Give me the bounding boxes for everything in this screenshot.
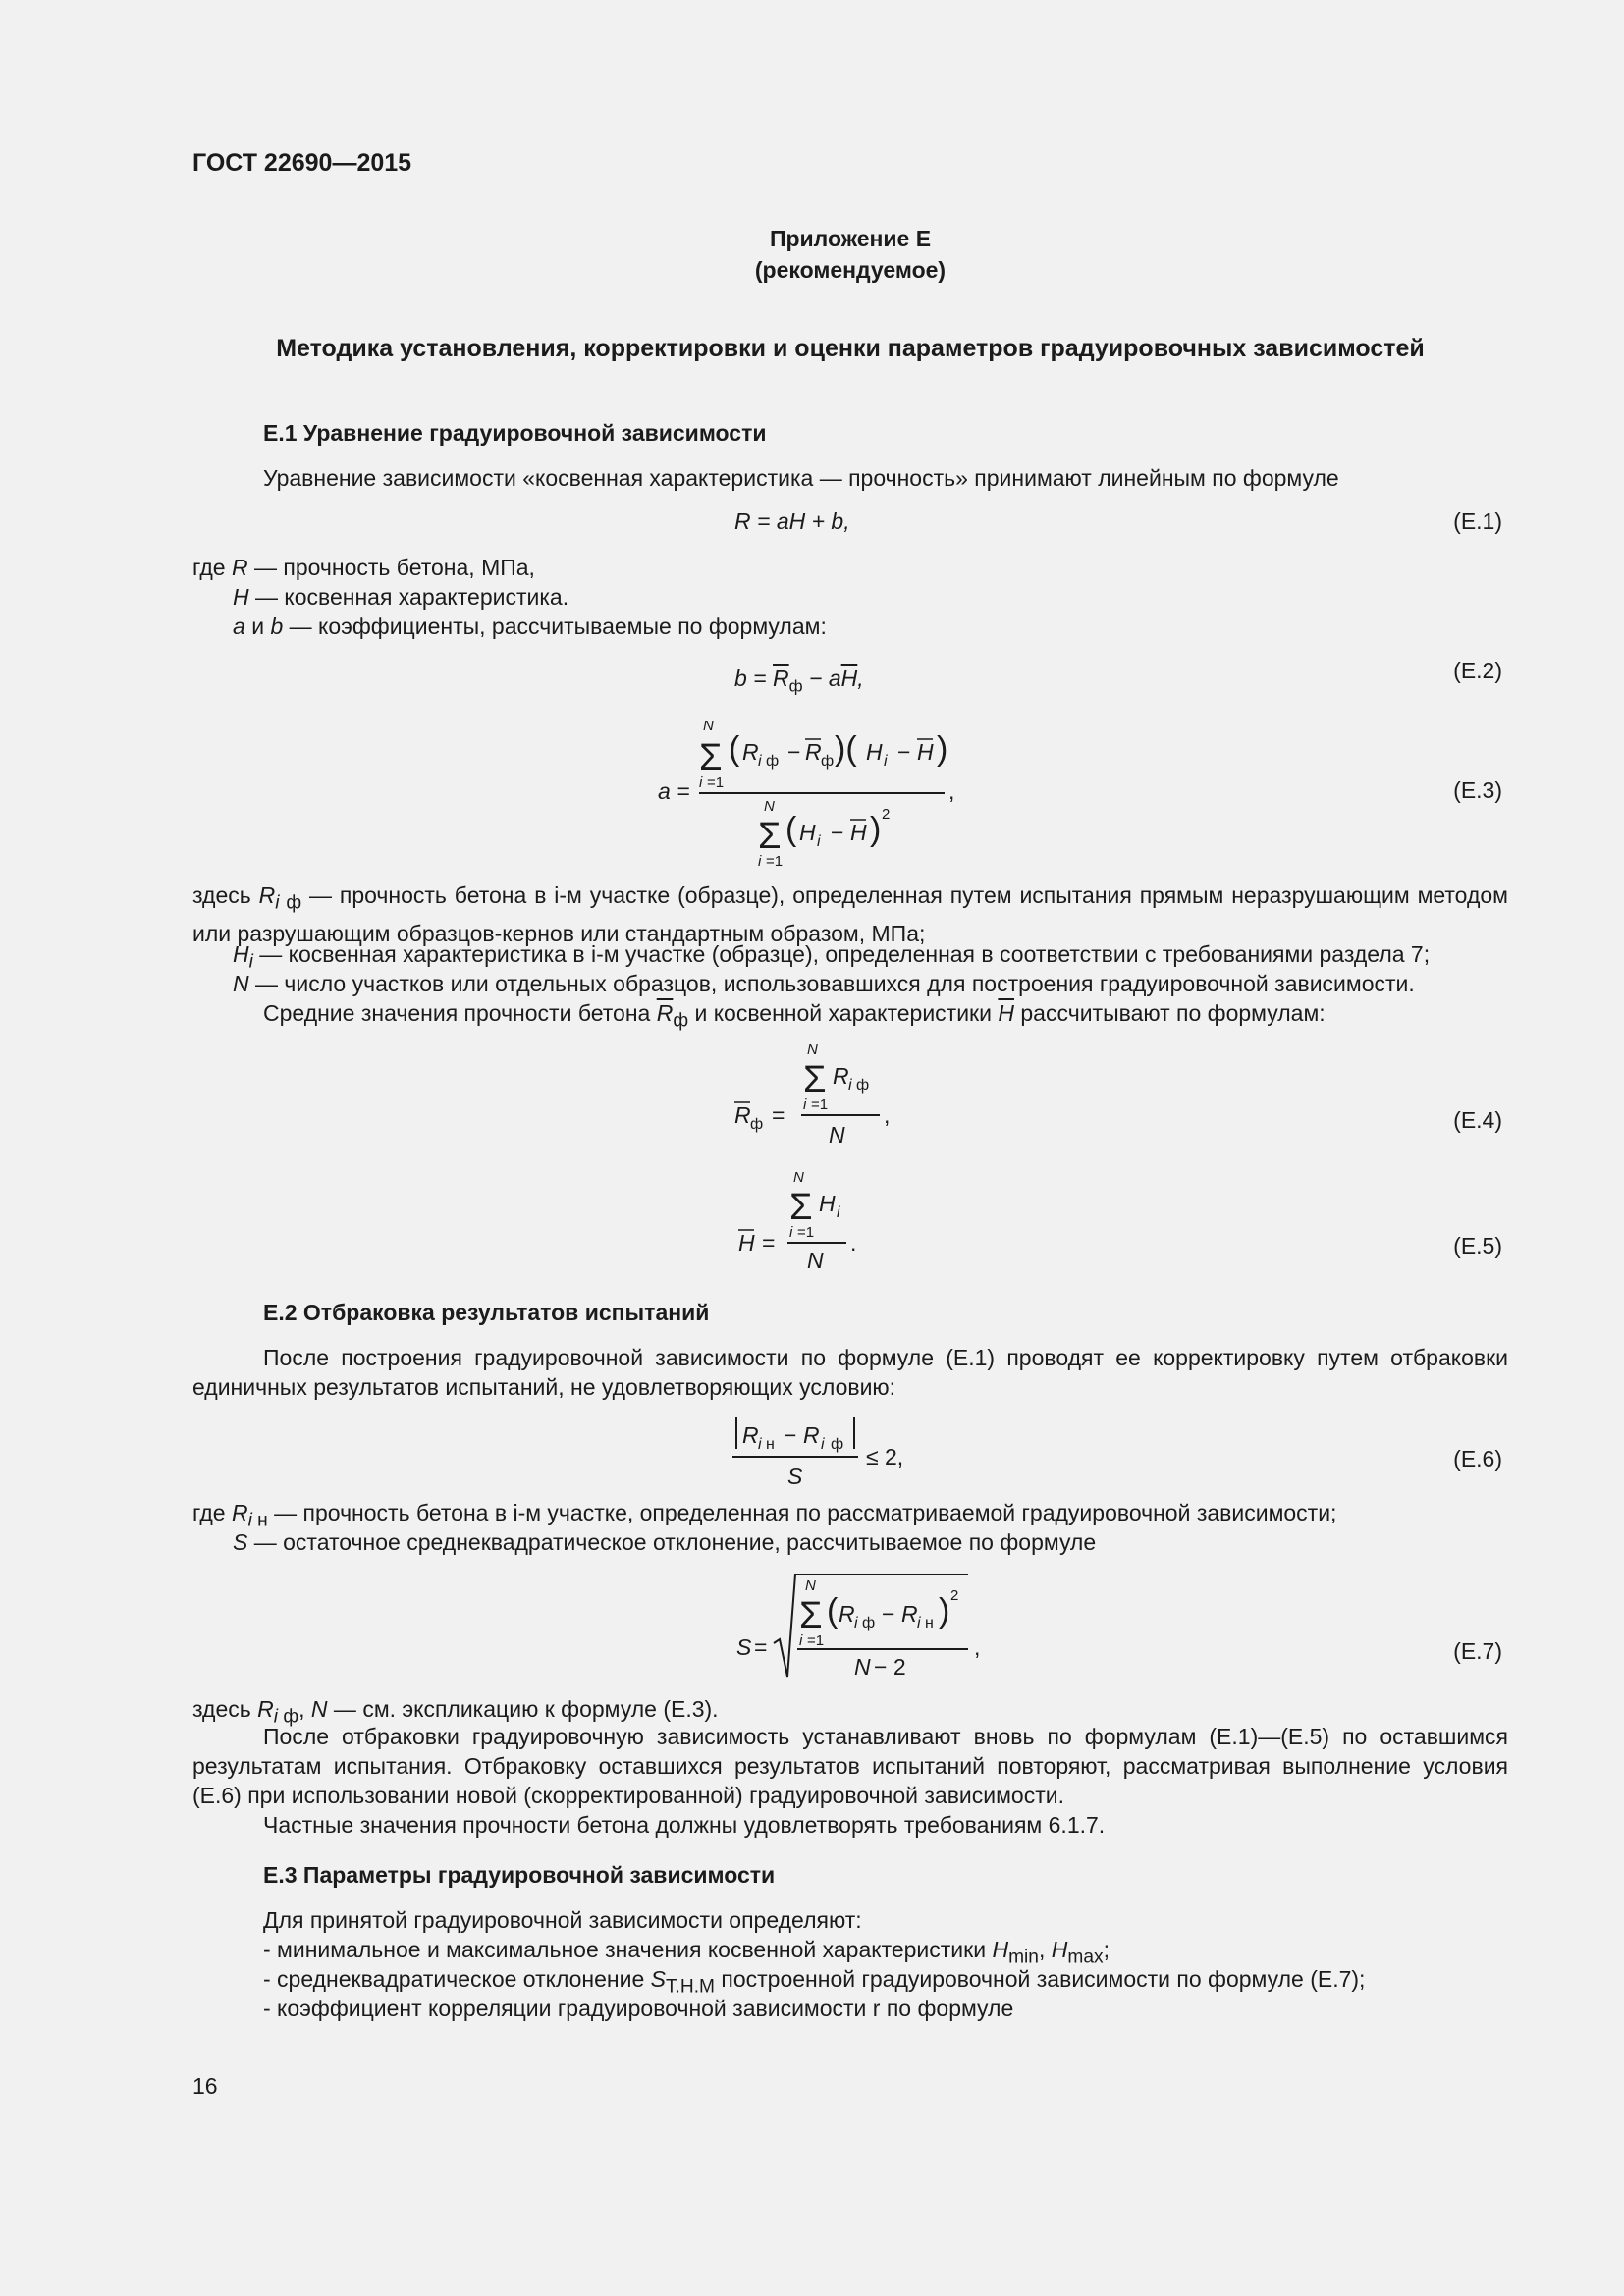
section-e2-p2: После отбраковки градуировочную зависимость устанавливают вновь по формулам (Е.1)—(Е.5) по оставшимся результатам испытания. Отбраковку оставшихся результатов испытаний повторяют, рассматривая выполнение условия (Е.6) при использовании новой (скорректированной) градуировочной зависимости. (192, 1724, 1508, 1808)
section-e3-heading: Е.3 Параметры градуировочной зависимости (263, 1862, 776, 1888)
svg-text:R: R (742, 739, 759, 765)
svg-text:R: R (742, 1422, 759, 1448)
svg-text:,: , (884, 1102, 891, 1128)
svg-text:i: i (758, 853, 762, 870)
svg-text:−: − (787, 739, 801, 765)
svg-text:N: N (807, 1041, 818, 1058)
formula-e2: $b = \overline{R}_ф - a\overline{H}$, (734, 666, 864, 696)
svg-text:i: i (917, 1615, 921, 1631)
svg-text:N: N (703, 718, 714, 734)
appendix-heading: Методика установления, корректировки и оценки параметров градуировочных зависимостей (276, 335, 1425, 362)
svg-text:i: i (799, 1632, 803, 1649)
svg-text:=1: =1 (797, 1224, 815, 1241)
svg-text:(: ( (785, 811, 797, 848)
svg-text:−: − (897, 739, 911, 765)
svg-text:S: S (787, 1464, 803, 1489)
where-Rif: здесь $R_{i ф}$ — прочность бетона в i-м участке (образце), определенная путем испытания прямым неразрушающим методом или разрушающим образцов-кернов или стандартным образом, МПа; (192, 882, 1508, 946)
svg-text:): ) (937, 730, 948, 768)
svg-text:i: i (821, 1436, 825, 1453)
equation-number-e3: (Е.3) (1453, 777, 1502, 803)
svg-text:N: N (807, 1248, 824, 1273)
svg-text:i: i (837, 1204, 840, 1221)
svg-text:i: i (817, 833, 821, 850)
svg-text:=1: =1 (707, 774, 725, 791)
svg-text:.: . (850, 1230, 857, 1255)
svg-text:R: R (839, 1601, 855, 1627)
svg-text:): ) (939, 1592, 950, 1629)
svg-text:H: H (850, 820, 867, 845)
where-Rin: где $R_{i н}$ — прочность бетона в i-м участке, определенная по рассматриваемой градуировочной зависимости; (192, 1500, 1337, 1531)
svg-text:Σ: Σ (699, 737, 723, 778)
svg-text:N: N (829, 1122, 845, 1148)
svg-text:−: − (784, 1422, 797, 1448)
svg-text:=1: =1 (807, 1632, 825, 1649)
svg-text:(: ( (827, 1592, 839, 1629)
svg-text:N: N (764, 798, 775, 815)
equation-number-e4: (Е.4) (1453, 1107, 1502, 1133)
where-ab: a и b — коэффициенты, рассчитываемые по формулам: (233, 614, 827, 639)
equation-number-e7: (Е.7) (1453, 1638, 1502, 1664)
svg-text:R: R (805, 739, 822, 765)
svg-text:,: , (948, 778, 955, 804)
svg-text:=: = (754, 1634, 768, 1660)
svg-text:≤ 2,: ≤ 2, (866, 1444, 904, 1469)
where-H: H — косвенная характеристика. (233, 584, 569, 610)
svg-text:−: − (882, 1601, 895, 1627)
svg-text:− 2: − 2 (874, 1654, 906, 1680)
formula-e1: R = aH + b, (734, 508, 850, 534)
svg-text:R: R (833, 1063, 849, 1089)
svg-text:ф: ф (862, 1615, 876, 1631)
svg-text:i: i (803, 1096, 807, 1113)
section-e1-heading: Е.1 Уравнение градуировочной зависимости (263, 420, 767, 446)
list-item-minmax: - минимальное и максимальное значения косвенной характеристики $H_{min}$, $H_{max}$; (263, 1937, 1110, 1968)
where-N: N — число участков или отдельных образцов, использовавшихся для построения градуировочной зависимости. (233, 971, 1415, 996)
section-e2-heading: Е.2 Отбраковка результатов испытаний (263, 1300, 710, 1325)
svg-text:(: ( (729, 730, 740, 768)
section-e1-intro: Уравнение зависимости «косвенная характеристика — прочность» принимают линейным по формуле (263, 465, 1339, 491)
where-S: S — остаточное среднеквадратическое отклонение, рассчитываемое по формуле (233, 1529, 1097, 1555)
svg-text:N: N (793, 1169, 804, 1186)
svg-text:H: H (738, 1230, 755, 1255)
formula-e4 (727, 1039, 913, 1154)
svg-text:H: H (917, 739, 934, 765)
document-code: ГОСТ 22690—2015 (192, 149, 412, 177)
svg-text:Σ: Σ (789, 1187, 813, 1228)
svg-text:i: i (758, 753, 762, 770)
means-sentence: Средние значения прочности бетона $\overline{R}_ф$ и косвенной характеристики $\overline{H}$ рассчитывают по формулам: (263, 1000, 1326, 1032)
svg-text:ф: ф (856, 1077, 870, 1094)
formula-e6 (727, 1406, 923, 1490)
svg-text:=1: =1 (811, 1096, 829, 1113)
where-R: где R — прочность бетона, МПа, (192, 555, 535, 580)
section-e2-p3: Частные значения прочности бетона должны удовлетворять требованиям 6.1.7. (263, 1812, 1106, 1838)
svg-text:,: , (974, 1634, 981, 1660)
svg-text:)(: )( (835, 730, 857, 768)
svg-text:i: i (699, 774, 703, 791)
list-item-std: - среднеквадратическое отклонение $S_{Т.Н.М}$ построенной градуировочной зависимости по формуле (Е.7); (263, 1966, 1366, 1998)
svg-text:N: N (854, 1654, 871, 1680)
svg-text:S: S (736, 1634, 752, 1660)
svg-text:=1: =1 (766, 853, 784, 870)
svg-text:i: i (758, 1436, 762, 1453)
list-item-correlation: - коэффициент корреляции градуировочной зависимости r по формуле (263, 1996, 1014, 2021)
equation-number-e5: (Е.5) (1453, 1233, 1502, 1258)
svg-text:i: i (848, 1077, 852, 1094)
equation-number-e2: (Е.2) (1453, 658, 1502, 683)
svg-text:н: н (925, 1615, 934, 1631)
svg-text:ф: ф (821, 753, 835, 770)
formula-e5 (731, 1166, 888, 1276)
svg-text:a =: a = (658, 778, 690, 804)
page-number: 16 (192, 2073, 218, 2099)
svg-text:i: i (854, 1615, 858, 1631)
svg-text:N: N (805, 1577, 816, 1594)
equation-number-e1: (Е.1) (1453, 508, 1502, 534)
here-reference: здесь $R_{i ф}$, N — см. экспликацию к формуле (Е.3). (192, 1696, 719, 1728)
svg-text:ф: ф (750, 1116, 764, 1133)
svg-text:): ) (870, 811, 882, 848)
svg-text:ф: ф (831, 1436, 844, 1453)
formula-e3 (648, 709, 972, 878)
svg-text:R: R (901, 1601, 918, 1627)
svg-text:ф: ф (766, 753, 780, 770)
section-e3-intro: Для принятой градуировочной зависимости определяют: (263, 1907, 862, 1933)
formula-e7 (732, 1569, 988, 1688)
svg-text:=: = (772, 1102, 785, 1128)
appendix-status: (рекомендуемое) (754, 257, 947, 283)
svg-text:H: H (799, 820, 816, 845)
appendix-title: Приложение Е (769, 226, 932, 251)
svg-text:R: R (803, 1422, 820, 1448)
svg-text:−: − (831, 820, 844, 845)
svg-text:i: i (884, 753, 888, 770)
section-e2-p1: После построения градуировочной зависимости по формуле (Е.1) проводят ее корректировку путем отбраковки единичных результатов испытаний, не удовлетворяющих условию: (192, 1345, 1508, 1400)
svg-text:R: R (734, 1102, 751, 1128)
svg-text:Σ: Σ (758, 816, 782, 857)
svg-text:Σ: Σ (803, 1059, 827, 1100)
svg-text:i: i (789, 1224, 793, 1241)
svg-text:Σ: Σ (799, 1595, 823, 1636)
svg-text:=: = (762, 1230, 776, 1255)
svg-text:2: 2 (882, 806, 891, 823)
svg-text:H: H (819, 1191, 836, 1216)
svg-text:H: H (866, 739, 883, 765)
svg-text:н: н (766, 1436, 775, 1453)
equation-number-e6: (Е.6) (1453, 1446, 1502, 1471)
where-Hi: $H_i$ — косвенная характеристика в i-м участке (образце), определенная в соответствии с требованиями раздела 7; (233, 941, 1431, 973)
svg-text:2: 2 (950, 1587, 959, 1604)
